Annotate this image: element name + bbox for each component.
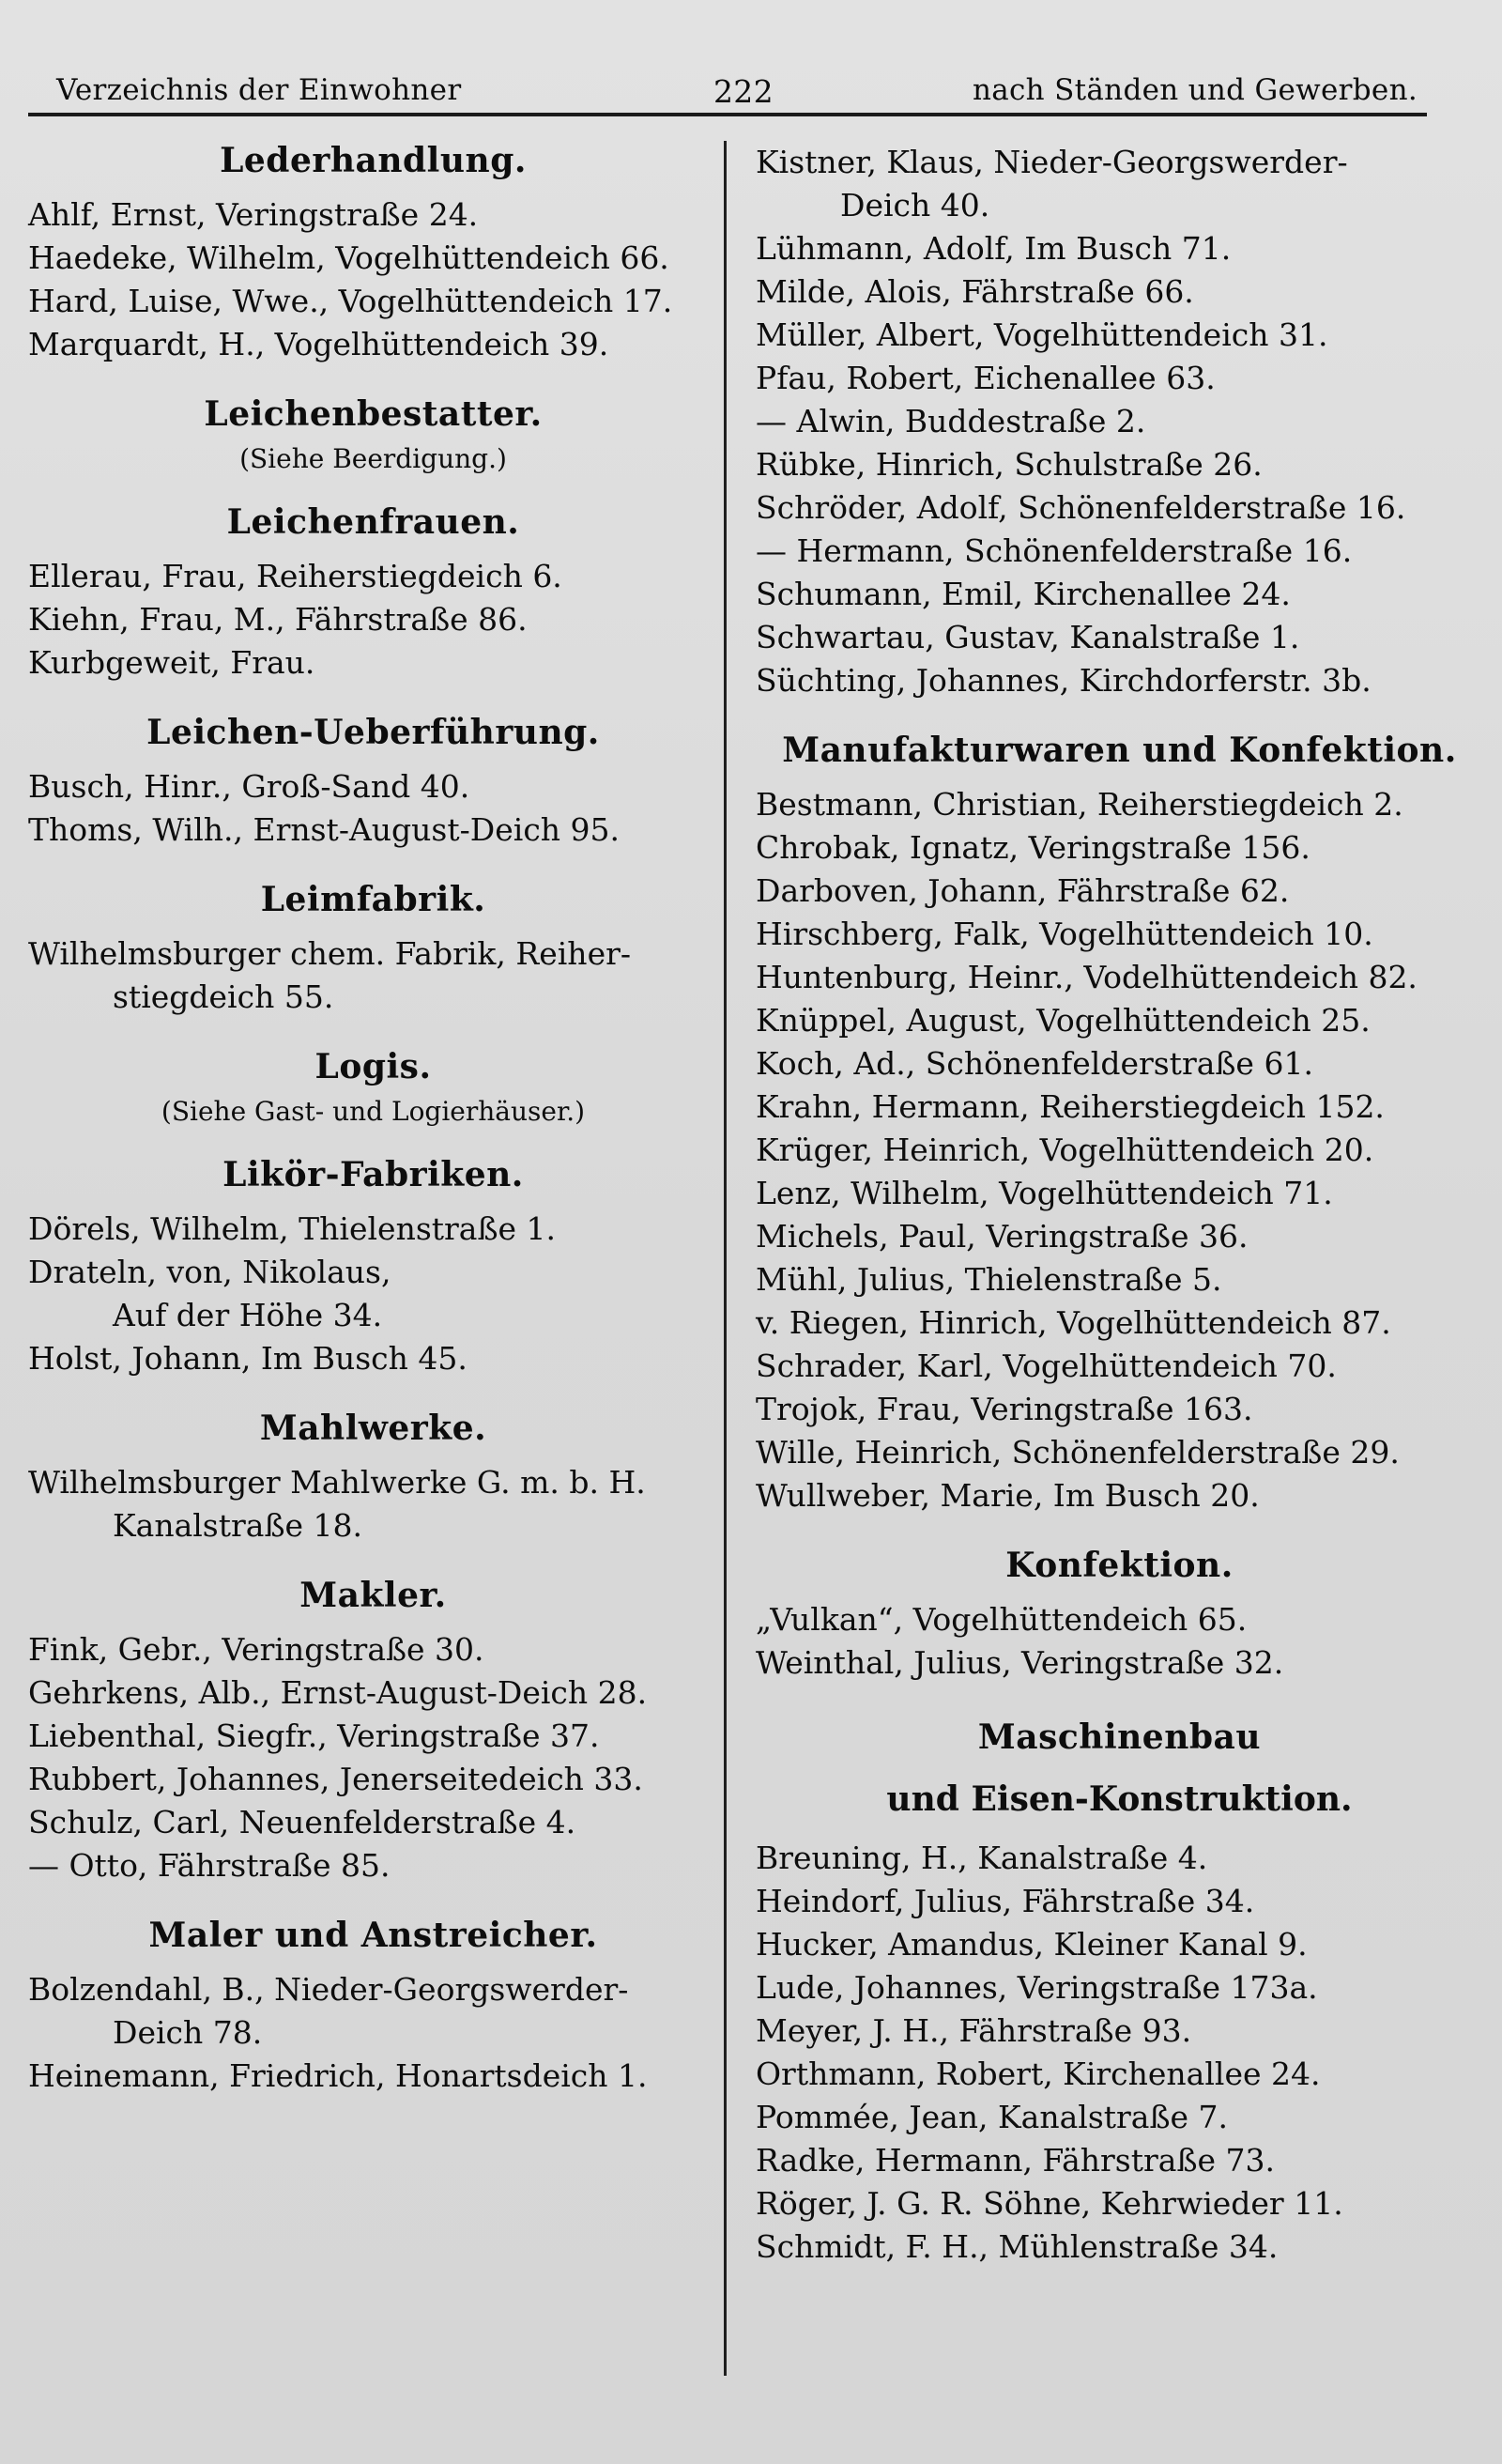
directory-entry — [756, 443, 1483, 486]
directory-section — [28, 141, 718, 366]
entry-line: Dörels, Wilhelm, Thielenstraße 1. — [28, 1210, 557, 1247]
entry-line: Schmidt, F. H., Mühlenstraße 34. — [756, 2228, 1279, 2265]
entry-line: Koch, Ad., Schönenfelderstraße 61. — [756, 1045, 1313, 1082]
directory-entry — [28, 237, 718, 280]
running-head — [56, 73, 1418, 111]
directory-entry — [756, 2053, 1483, 2096]
page-number: 222 — [713, 73, 774, 110]
directory-entry — [756, 1172, 1483, 1215]
entry-line: — Hermann, Schönenfelderstraße 16. — [756, 532, 1353, 569]
directory-entry — [756, 956, 1483, 999]
section-heading: Makler. — [299, 1576, 447, 1615]
directory-entry — [756, 1598, 1483, 1641]
entry-line: Michels, Paul, Veringstraße 36. — [756, 1218, 1249, 1255]
directory-entry — [756, 870, 1483, 913]
directory-entry — [756, 1880, 1483, 1923]
entry-continuation: Kanalstraße 18. — [113, 1507, 362, 1544]
directory-entry — [756, 913, 1483, 956]
section-heading: Leichenbestatter. — [204, 394, 543, 434]
entry-line: Schröder, Adolf, Schönenfelderstraße 16. — [756, 489, 1406, 526]
section-heading: Logis. — [314, 1047, 432, 1086]
running-head-left: Verzeichnis der Einwohner — [56, 73, 462, 107]
entry-line: Wullweber, Marie, Im Busch 20. — [756, 1477, 1260, 1514]
directory-entry — [756, 1474, 1483, 1517]
entry-line: Lühmann, Adolf, Im Busch 71. — [756, 230, 1232, 267]
entry-line: Krahn, Hermann, Reiherstiegdeich 152. — [756, 1088, 1385, 1125]
directory-entry — [756, 616, 1483, 659]
entry-line: Mühl, Julius, Thielenstraße 5. — [756, 1261, 1222, 1298]
directory-section — [28, 880, 718, 1019]
entry-line: Kiehn, Frau, M., Fährstraße 86. — [28, 601, 528, 638]
column-divider — [724, 141, 727, 2376]
entry-line: Darboven, Johann, Fährstraße 62. — [756, 872, 1290, 909]
entry-line: Haedeke, Wilhelm, Vogelhüttendeich 66. — [28, 239, 669, 276]
directory-section — [756, 1546, 1483, 1685]
entry-line: v. Riegen, Hinrich, Vogelhüttendeich 87. — [756, 1304, 1391, 1341]
entry-line: Meyer, J. H., Fährstraße 93. — [756, 2012, 1192, 2049]
entry-line: Pommée, Jean, Kanalstraße 7. — [756, 2099, 1229, 2135]
directory-entry — [756, 1129, 1483, 1172]
running-head-right: nach Ständen und Gewerben. — [972, 73, 1418, 107]
cross-reference-note: (Siehe Beerdigung.) — [239, 443, 507, 474]
entry-line: Weinthal, Julius, Veringstraße 32. — [756, 1644, 1284, 1681]
directory-entry — [756, 1042, 1483, 1086]
directory-section — [756, 141, 1483, 702]
entry-line: Heindorf, Julius, Fährstraße 34. — [756, 1883, 1255, 1919]
entry-line: „Vulkan“, Vogelhüttendeich 65. — [756, 1601, 1248, 1638]
directory-entry — [756, 270, 1483, 314]
directory-entry — [28, 641, 718, 685]
directory-section — [28, 1155, 718, 1380]
directory-entry — [28, 555, 718, 598]
entry-line: Ahlf, Ernst, Veringstraße 24. — [28, 196, 479, 233]
section-heading-line2: und Eisen-Konstruktion. — [886, 1779, 1353, 1819]
entry-line: Bolzendahl, B., Nieder-Georgswerder- — [28, 1971, 629, 2008]
section-heading: Lederhandlung. — [220, 141, 527, 180]
entry-line: Radke, Hermann, Fährstraße 73. — [756, 2142, 1275, 2179]
directory-entry — [756, 2010, 1483, 2053]
entry-line: Hard, Luise, Wwe., Vogelhüttendeich 17. — [28, 283, 673, 319]
directory-entry — [28, 1715, 718, 1758]
directory-entry — [756, 2096, 1483, 2139]
section-heading: Maler und Anstreicher. — [148, 1916, 598, 1955]
section-heading: Leichenfrauen. — [226, 502, 520, 542]
entry-line: Milde, Alois, Fährstraße 66. — [756, 273, 1194, 310]
entry-line: Liebenthal, Siegfr., Veringstraße 37. — [28, 1717, 600, 1754]
entry-line: Schulz, Carl, Neuenfelderstraße 4. — [28, 1804, 576, 1840]
entry-line: Drateln, von, Nikolaus, — [28, 1254, 391, 1290]
entry-line: Knüppel, August, Vogelhüttendeich 25. — [756, 1002, 1371, 1039]
entry-line: Süchting, Johannes, Kirchdorferstr. 3b. — [756, 662, 1372, 699]
directory-entry — [28, 280, 718, 323]
directory-entry — [756, 1837, 1483, 1880]
entry-line: Hirschberg, Falk, Vogelhüttendeich 10. — [756, 916, 1373, 952]
directory-entry — [756, 1388, 1483, 1431]
entry-line: Schwartau, Gustav, Kanalstraße 1. — [756, 619, 1300, 655]
directory-entry — [756, 400, 1483, 443]
section-heading: Manufakturwaren und Konfektion. — [782, 731, 1457, 770]
directory-entry — [756, 1345, 1483, 1388]
entry-line: Müller, Albert, Vogelhüttendeich 31. — [756, 316, 1328, 353]
directory-entry — [756, 826, 1483, 870]
entry-line: — Otto, Fährstraße 85. — [28, 1847, 391, 1884]
entry-line: Heinemann, Friedrich, Honartsdeich 1. — [28, 2057, 648, 2094]
directory-entry — [756, 659, 1483, 702]
directory-section — [28, 1047, 718, 1127]
directory-entry — [756, 999, 1483, 1042]
directory-entry — [756, 1431, 1483, 1474]
directory-entry — [28, 323, 718, 366]
entry-line: Schumann, Emil, Kirchenallee 24. — [756, 576, 1291, 612]
entry-line: Kistner, Klaus, Nieder-Georgswerder- — [756, 144, 1348, 180]
section-heading: Likör-Fabriken. — [222, 1155, 524, 1194]
directory-entry — [28, 765, 718, 808]
entry-line: Orthmann, Robert, Kirchenallee 24. — [756, 2056, 1321, 2092]
directory-entry — [28, 932, 718, 1019]
section-heading: Leichen-Ueberführung. — [146, 713, 600, 752]
section-heading: Konfektion. — [1005, 1546, 1234, 1585]
section-heading: Maschinenbau — [977, 1717, 1262, 1757]
directory-section — [28, 713, 718, 852]
entry-line: Fink, Gebr., Veringstraße 30. — [28, 1631, 484, 1668]
entry-line: Wilhelmsburger chem. Fabrik, Reiher- — [28, 935, 632, 972]
entry-line: Ellerau, Frau, Reiherstiegdeich 6. — [28, 558, 562, 594]
entry-line: Krüger, Heinrich, Vogelhüttendeich 20. — [756, 1132, 1374, 1168]
directory-entry — [756, 227, 1483, 270]
directory-entry — [28, 1208, 718, 1251]
section-heading: Leimfabrik. — [260, 880, 486, 919]
entry-line: Gehrkens, Alb., Ernst-August-Deich 28. — [28, 1674, 648, 1711]
directory-entry — [756, 1923, 1483, 1966]
entry-line: Röger, J. G. R. Söhne, Kehrwieder 11. — [756, 2185, 1343, 2222]
entry-line: Wilhelmsburger Mahlwerke G. m. b. H. — [28, 1464, 646, 1501]
directory-entry — [756, 314, 1483, 357]
left-column — [28, 141, 718, 2098]
section-heading: Mahlwerke. — [259, 1409, 487, 1448]
right-column — [756, 141, 1483, 2269]
directory-entry — [756, 2182, 1483, 2225]
directory-entry — [756, 2139, 1483, 2182]
directory-entry — [756, 1641, 1483, 1685]
directory-entry — [28, 1801, 718, 1844]
entry-line: Schrader, Karl, Vogelhüttendeich 70. — [756, 1348, 1337, 1384]
directory-section — [756, 1713, 1483, 2269]
entry-line: Holst, Johann, Im Busch 45. — [28, 1340, 467, 1377]
entry-line: Rübke, Hinrich, Schulstraße 26. — [756, 446, 1263, 483]
directory-entry — [756, 2225, 1483, 2269]
directory-section — [28, 1576, 718, 1887]
directory-section — [28, 1916, 718, 2098]
entry-line: Hucker, Amandus, Kleiner Kanal 9. — [756, 1926, 1308, 1963]
entry-line: Thoms, Wilh., Ernst-August-Deich 95. — [28, 811, 621, 848]
directory-section — [28, 1409, 718, 1548]
directory-entry — [28, 1844, 718, 1887]
entry-line: Pfau, Robert, Eichenallee 63. — [756, 360, 1216, 396]
entry-line: Bestmann, Christian, Reiherstiegdeich 2. — [756, 786, 1403, 823]
directory-entry — [756, 1301, 1483, 1345]
directory-entry — [756, 783, 1483, 826]
entry-line: Chrobak, Ignatz, Veringstraße 156. — [756, 829, 1310, 866]
cross-reference-note: (Siehe Gast- und Logierhäuser.) — [161, 1096, 586, 1127]
directory-entry — [756, 486, 1483, 530]
directory-entry — [28, 1758, 718, 1801]
directory-entry — [756, 141, 1483, 227]
entry-line: Trojok, Frau, Veringstraße 163. — [756, 1391, 1253, 1427]
entry-line: Kurbgeweit, Frau. — [28, 644, 315, 681]
directory-entry — [28, 1461, 718, 1548]
entry-line: Lude, Johannes, Veringstraße 173a. — [756, 1969, 1318, 2006]
directory-entry — [28, 1337, 718, 1380]
entry-continuation: stiegdeich 55. — [113, 978, 334, 1015]
entry-line: Wille, Heinrich, Schönenfelderstraße 29. — [756, 1434, 1400, 1471]
directory-section — [28, 502, 718, 685]
header-rule — [28, 113, 1427, 116]
directory-entry — [756, 530, 1483, 573]
directory-entry — [28, 1671, 718, 1715]
entry-line: — Alwin, Buddestraße 2. — [756, 403, 1146, 439]
directory-section — [28, 394, 718, 474]
entry-line: Marquardt, H., Vogelhüttendeich 39. — [28, 326, 609, 362]
entry-continuation: Deich 78. — [113, 2014, 263, 2051]
directory-entry — [28, 1628, 718, 1671]
entry-line: Busch, Hinr., Groß-Sand 40. — [28, 768, 470, 805]
entry-line: Huntenburg, Heinr., Vodelhüttendeich 82. — [756, 959, 1418, 995]
entry-line: Lenz, Wilhelm, Vogelhüttendeich 71. — [756, 1175, 1333, 1211]
directory-entry — [756, 1215, 1483, 1258]
entry-line: Rubbert, Johannes, Jenerseitedeich 33. — [28, 1761, 643, 1797]
directory-section — [756, 731, 1483, 1517]
directory-entry — [28, 1251, 718, 1337]
directory-entry — [756, 357, 1483, 400]
directory-entry — [28, 193, 718, 237]
directory-entry — [756, 1086, 1483, 1129]
entry-continuation: Deich 40. — [840, 187, 990, 223]
entry-continuation: Auf der Höhe 34. — [113, 1297, 383, 1333]
directory-entry — [756, 1258, 1483, 1301]
directory-entry — [756, 1966, 1483, 2010]
directory-entry — [28, 2055, 718, 2098]
entry-line: Breuning, H., Kanalstraße 4. — [756, 1840, 1208, 1876]
directory-entry — [756, 573, 1483, 616]
directory-entry — [28, 808, 718, 852]
directory-entry — [28, 598, 718, 641]
directory-entry — [28, 1968, 718, 2055]
